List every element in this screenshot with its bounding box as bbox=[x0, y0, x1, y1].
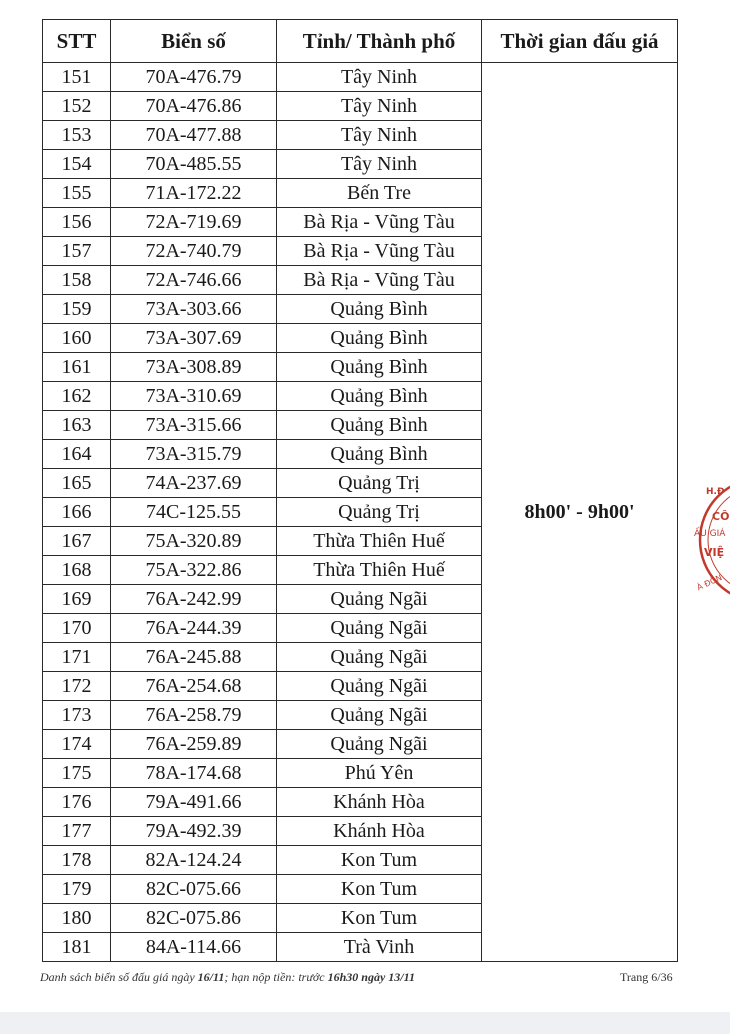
province-cell: Quảng Trị bbox=[277, 469, 482, 498]
province-cell: Kon Tum bbox=[277, 846, 482, 875]
red-stamp-seal bbox=[690, 470, 730, 610]
stt-cell: 179 bbox=[43, 875, 111, 904]
plate-cell: 79A-491.66 bbox=[111, 788, 277, 817]
plate-cell: 72A-719.69 bbox=[111, 208, 277, 237]
page-bottom-margin bbox=[0, 1012, 730, 1034]
stt-cell: 151 bbox=[43, 63, 111, 92]
plate-cell: 73A-303.66 bbox=[111, 295, 277, 324]
plate-cell: 79A-492.39 bbox=[111, 817, 277, 846]
province-cell: Quảng Bình bbox=[277, 382, 482, 411]
table-row bbox=[43, 63, 678, 92]
stt-cell: 152 bbox=[43, 92, 111, 121]
province-cell: Tây Ninh bbox=[277, 63, 482, 92]
province-cell: Quảng Bình bbox=[277, 295, 482, 324]
plate-cell: 76A-244.39 bbox=[111, 614, 277, 643]
svg-text:CÔ: CÔ bbox=[712, 510, 730, 523]
svg-text:À ĐÔN: À ĐÔN bbox=[695, 572, 724, 593]
stt-cell: 170 bbox=[43, 614, 111, 643]
plate-cell: 72A-746.66 bbox=[111, 266, 277, 295]
province-cell: Quảng Ngãi bbox=[277, 730, 482, 759]
svg-text:H.Đ: H.Đ bbox=[706, 487, 725, 497]
plate-cell: 70A-476.79 bbox=[111, 63, 277, 92]
province-cell: Quảng Bình bbox=[277, 411, 482, 440]
svg-text:ẤU GIÁ: ẤU GIÁ bbox=[694, 529, 726, 539]
province-cell: Quảng Ngãi bbox=[277, 672, 482, 701]
province-cell: Quảng Bình bbox=[277, 440, 482, 469]
plate-cell: 76A-259.89 bbox=[111, 730, 277, 759]
svg-text:VIỆ: VIỆ bbox=[704, 546, 725, 559]
table-header-row bbox=[43, 20, 678, 63]
stt-cell: 171 bbox=[43, 643, 111, 672]
plate-cell: 82C-075.86 bbox=[111, 904, 277, 933]
plate-cell: 73A-315.66 bbox=[111, 411, 277, 440]
stt-cell: 157 bbox=[43, 237, 111, 266]
stt-cell: 172 bbox=[43, 672, 111, 701]
stt-cell: 160 bbox=[43, 324, 111, 353]
plate-cell: 74C-125.55 bbox=[111, 498, 277, 527]
plate-cell: 78A-174.68 bbox=[111, 759, 277, 788]
header-plate: Biển số bbox=[111, 20, 277, 63]
header-time: Thời gian đấu giá bbox=[482, 20, 678, 63]
stt-cell: 161 bbox=[43, 353, 111, 382]
province-cell: Trà Vinh bbox=[277, 933, 482, 962]
plate-cell: 70A-485.55 bbox=[111, 150, 277, 179]
province-cell: Quảng Ngãi bbox=[277, 614, 482, 643]
province-cell: Thừa Thiên Huế bbox=[277, 556, 482, 585]
stt-cell: 153 bbox=[43, 121, 111, 150]
province-cell: Quảng Ngãi bbox=[277, 643, 482, 672]
stt-cell: 173 bbox=[43, 701, 111, 730]
stt-cell: 176 bbox=[43, 788, 111, 817]
plate-cell: 73A-315.79 bbox=[111, 440, 277, 469]
province-cell: Bà Rịa - Vũng Tàu bbox=[277, 266, 482, 295]
table-body bbox=[43, 63, 678, 962]
plate-cell: 76A-242.99 bbox=[111, 585, 277, 614]
province-cell: Khánh Hòa bbox=[277, 817, 482, 846]
province-cell: Quảng Bình bbox=[277, 324, 482, 353]
province-cell: Kon Tum bbox=[277, 875, 482, 904]
province-cell: Bà Rịa - Vũng Tàu bbox=[277, 208, 482, 237]
stt-cell: 174 bbox=[43, 730, 111, 759]
province-cell: Tây Ninh bbox=[277, 121, 482, 150]
plate-cell: 75A-320.89 bbox=[111, 527, 277, 556]
stt-cell: 168 bbox=[43, 556, 111, 585]
plate-cell: 70A-477.88 bbox=[111, 121, 277, 150]
plate-cell: 76A-254.68 bbox=[111, 672, 277, 701]
stt-cell: 164 bbox=[43, 440, 111, 469]
plate-cell: 84A-114.66 bbox=[111, 933, 277, 962]
province-cell: Quảng Ngãi bbox=[277, 701, 482, 730]
footer-note bbox=[40, 970, 415, 985]
plate-cell: 73A-307.69 bbox=[111, 324, 277, 353]
footer-middle: ; hạn nộp tiền: trước bbox=[224, 970, 328, 984]
stt-cell: 166 bbox=[43, 498, 111, 527]
stt-cell: 159 bbox=[43, 295, 111, 324]
stt-cell: 177 bbox=[43, 817, 111, 846]
plate-cell: 82A-124.24 bbox=[111, 846, 277, 875]
footer-deadline: 16h30 ngày 13/11 bbox=[327, 970, 415, 984]
stt-cell: 155 bbox=[43, 179, 111, 208]
stt-cell: 165 bbox=[43, 469, 111, 498]
plate-cell: 82C-075.66 bbox=[111, 875, 277, 904]
province-cell: Khánh Hòa bbox=[277, 788, 482, 817]
province-cell: Quảng Bình bbox=[277, 353, 482, 382]
plate-cell: 73A-308.89 bbox=[111, 353, 277, 382]
province-cell: Bến Tre bbox=[277, 179, 482, 208]
footer-prefix: Danh sách biển số đấu giá ngày bbox=[40, 970, 198, 984]
province-cell: Quảng Trị bbox=[277, 498, 482, 527]
plate-cell: 71A-172.22 bbox=[111, 179, 277, 208]
stt-cell: 162 bbox=[43, 382, 111, 411]
province-cell: Tây Ninh bbox=[277, 92, 482, 121]
plate-cell: 74A-237.69 bbox=[111, 469, 277, 498]
province-cell: Thừa Thiên Huế bbox=[277, 527, 482, 556]
plate-cell: 73A-310.69 bbox=[111, 382, 277, 411]
auction-table bbox=[42, 19, 678, 962]
plate-cell: 75A-322.86 bbox=[111, 556, 277, 585]
province-cell: Phú Yên bbox=[277, 759, 482, 788]
plate-cell: 76A-245.88 bbox=[111, 643, 277, 672]
plate-cell: 76A-258.79 bbox=[111, 701, 277, 730]
plate-cell: 72A-740.79 bbox=[111, 237, 277, 266]
province-cell: Quảng Ngãi bbox=[277, 585, 482, 614]
province-cell: Kon Tum bbox=[277, 904, 482, 933]
header-stt: STT bbox=[43, 20, 111, 63]
province-cell: Tây Ninh bbox=[277, 150, 482, 179]
stt-cell: 154 bbox=[43, 150, 111, 179]
stt-cell: 156 bbox=[43, 208, 111, 237]
stt-cell: 178 bbox=[43, 846, 111, 875]
plate-cell: 70A-476.86 bbox=[111, 92, 277, 121]
stt-cell: 163 bbox=[43, 411, 111, 440]
header-province: Tỉnh/ Thành phố bbox=[277, 20, 482, 63]
stt-cell: 180 bbox=[43, 904, 111, 933]
province-cell: Bà Rịa - Vũng Tàu bbox=[277, 237, 482, 266]
stt-cell: 169 bbox=[43, 585, 111, 614]
auction-time-cell: 8h00' - 9h00' bbox=[482, 63, 678, 962]
footer-date: 16/11 bbox=[197, 970, 225, 984]
stt-cell: 175 bbox=[43, 759, 111, 788]
stt-cell: 181 bbox=[43, 933, 111, 962]
page-number: Trang 6/36 bbox=[620, 970, 673, 984]
stt-cell: 158 bbox=[43, 266, 111, 295]
stt-cell: 167 bbox=[43, 527, 111, 556]
